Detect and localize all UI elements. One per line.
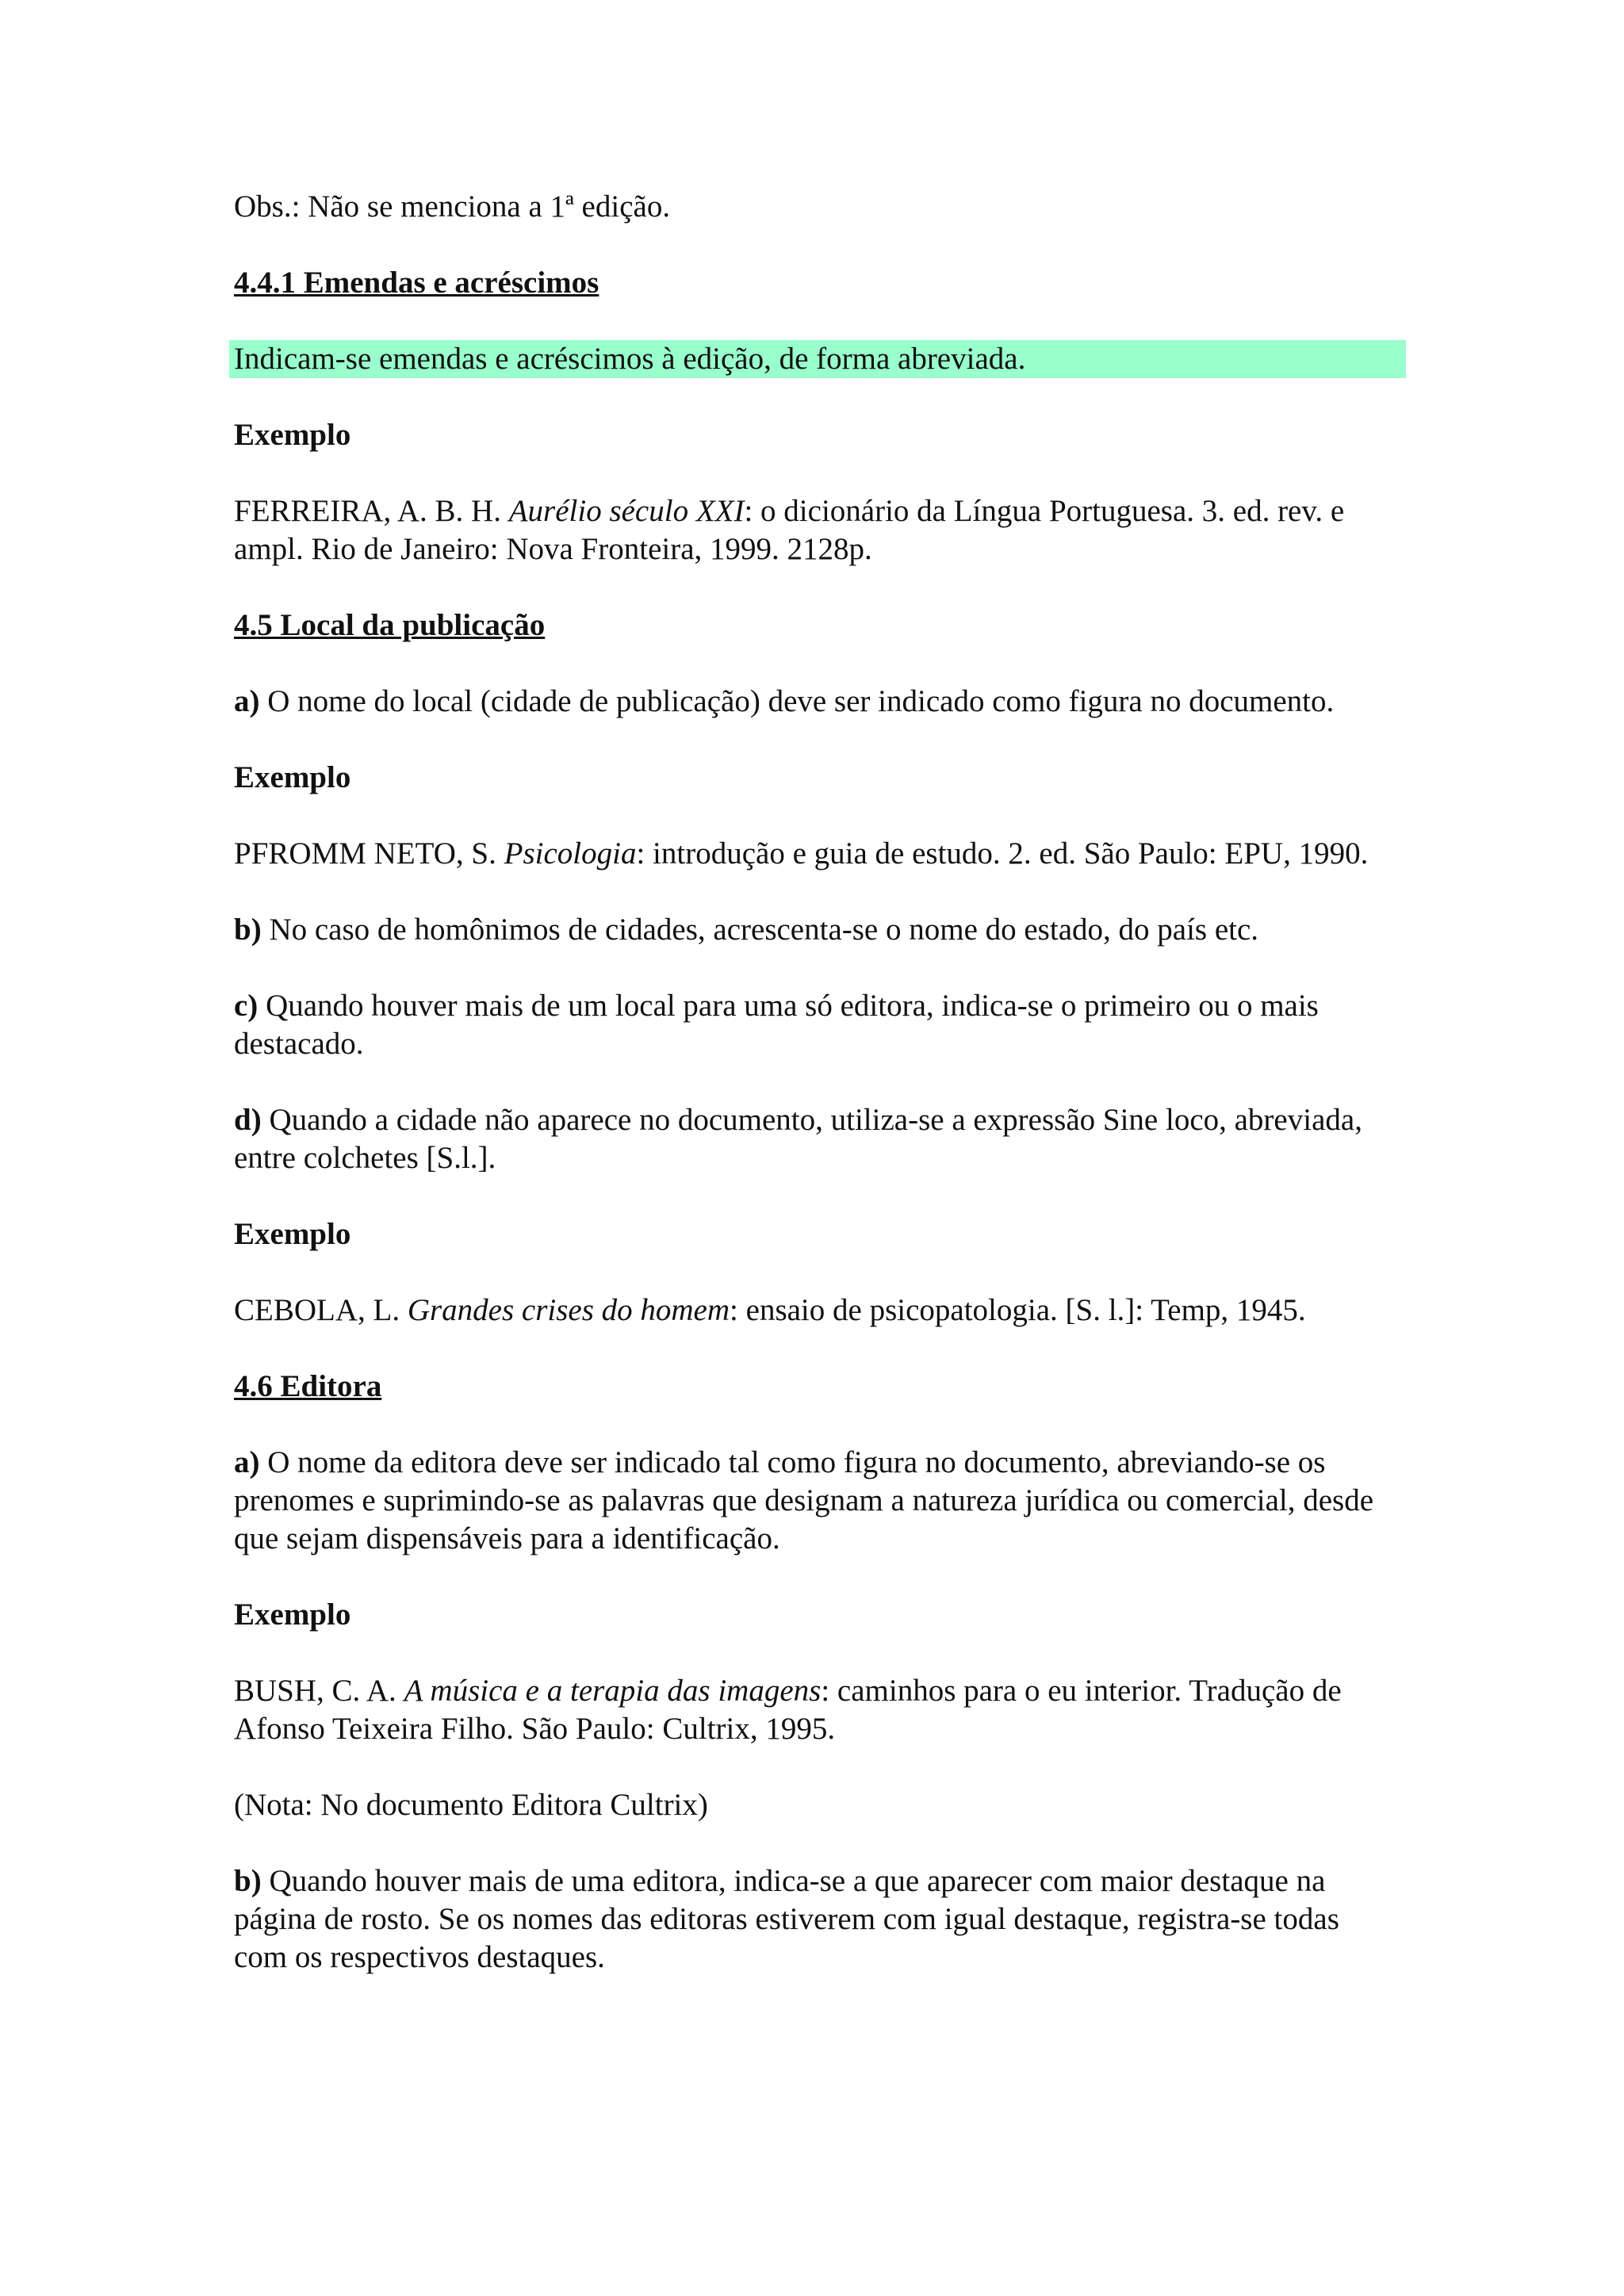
ref-title: Grandes crises do homem — [407, 1293, 730, 1327]
item-b-editora — [234, 1862, 1400, 1976]
ref-details: : caminhos para o eu interior. Tradução de Afonso Teixeira Filho. São Paulo: Cultrix, 1995. — [234, 1674, 1342, 1746]
item-marker: a) — [234, 684, 260, 718]
item-d-local — [234, 1101, 1400, 1177]
ref-details: : o dicionário da Língua Portuguesa. 3. ed. rev. e ampl. Rio de Janeiro: Nova Fronteira, 1999. 2128p. — [234, 494, 1345, 566]
highlighted-paragraph: Indicam-se emendas e acréscimos à edição, de forma abreviada. — [229, 340, 1406, 378]
example-label: Exemplo — [234, 760, 351, 794]
item-a-editora — [234, 1444, 1400, 1558]
ref-title: Psicologia — [504, 836, 637, 871]
example-label: Exemplo — [234, 418, 351, 452]
item-marker: b) — [234, 913, 262, 947]
item-marker: c) — [234, 989, 259, 1023]
reference-pfromm — [234, 835, 1400, 873]
ref-title: Aurélio século XXI — [508, 494, 745, 528]
item-a-local — [234, 683, 1400, 721]
item-text: O nome da editora deve ser indicado tal como figura no documento, abreviando-se os prenomes e suprimindo-se as palavras que designam a natureza jurídica ou comercial, desde que sejam dispensáveis para a identificação. — [234, 1445, 1374, 1556]
ref-author: CEBOLA, L. — [234, 1293, 408, 1327]
item-text: Quando houver mais de uma editora, indica-se a que aparecer com maior destaque na página de rosto. Se os nomes das editoras estiverem com igual destaque, registra-se todas com os respectivos destaques. — [234, 1864, 1339, 1974]
reference-cebola — [234, 1292, 1400, 1330]
ref-author: PFROMM NETO, S. — [234, 836, 504, 871]
item-text: No caso de homônimos de cidades, acrescenta-se o nome do estado, do país etc. — [261, 913, 1259, 947]
section-heading-4-5: 4.5 Local da publicação — [234, 608, 546, 642]
reference-ferreira — [234, 492, 1400, 568]
item-text: O nome do local (cidade de publicação) deve ser indicado como figura no documento. — [259, 684, 1335, 718]
item-text: Quando a cidade não aparece no documento, utiliza-se a expressão Sine loco, abreviada, entre colchetes [S.l.]. — [234, 1103, 1362, 1175]
ref-author: FERREIRA, A. B. H. — [234, 494, 509, 528]
item-text: Quando houver mais de um local para uma só editora, indica-se o primeiro ou o mais destacado. — [234, 989, 1319, 1061]
item-b-local — [234, 911, 1400, 949]
item-marker: a) — [234, 1445, 260, 1479]
section-heading-4-4-1: 4.4.1 Emendas e acréscimos — [234, 266, 599, 300]
ref-title: A música e a terapia das imagens — [404, 1674, 822, 1708]
section-heading-4-6: 4.6 Editora — [234, 1369, 382, 1403]
ref-author: BUSH, C. A. — [234, 1674, 404, 1708]
reference-bush — [234, 1672, 1400, 1748]
item-marker: b) — [234, 1864, 262, 1898]
ref-details: : ensaio de psicopatologia. [S. l.]: Temp, 1945. — [730, 1293, 1306, 1327]
example-label: Exemplo — [234, 1598, 351, 1632]
item-marker: d) — [234, 1103, 262, 1137]
item-c-local — [234, 987, 1400, 1063]
ref-details: : introdução e guia de estudo. 2. ed. São Paulo: EPU, 1990. — [636, 836, 1369, 871]
editora-note: (Nota: No documento Editora Cultrix) — [234, 1788, 708, 1822]
obs-note: Obs.: Não se menciona a 1ª edição. — [234, 189, 671, 224]
example-label: Exemplo — [234, 1217, 351, 1251]
